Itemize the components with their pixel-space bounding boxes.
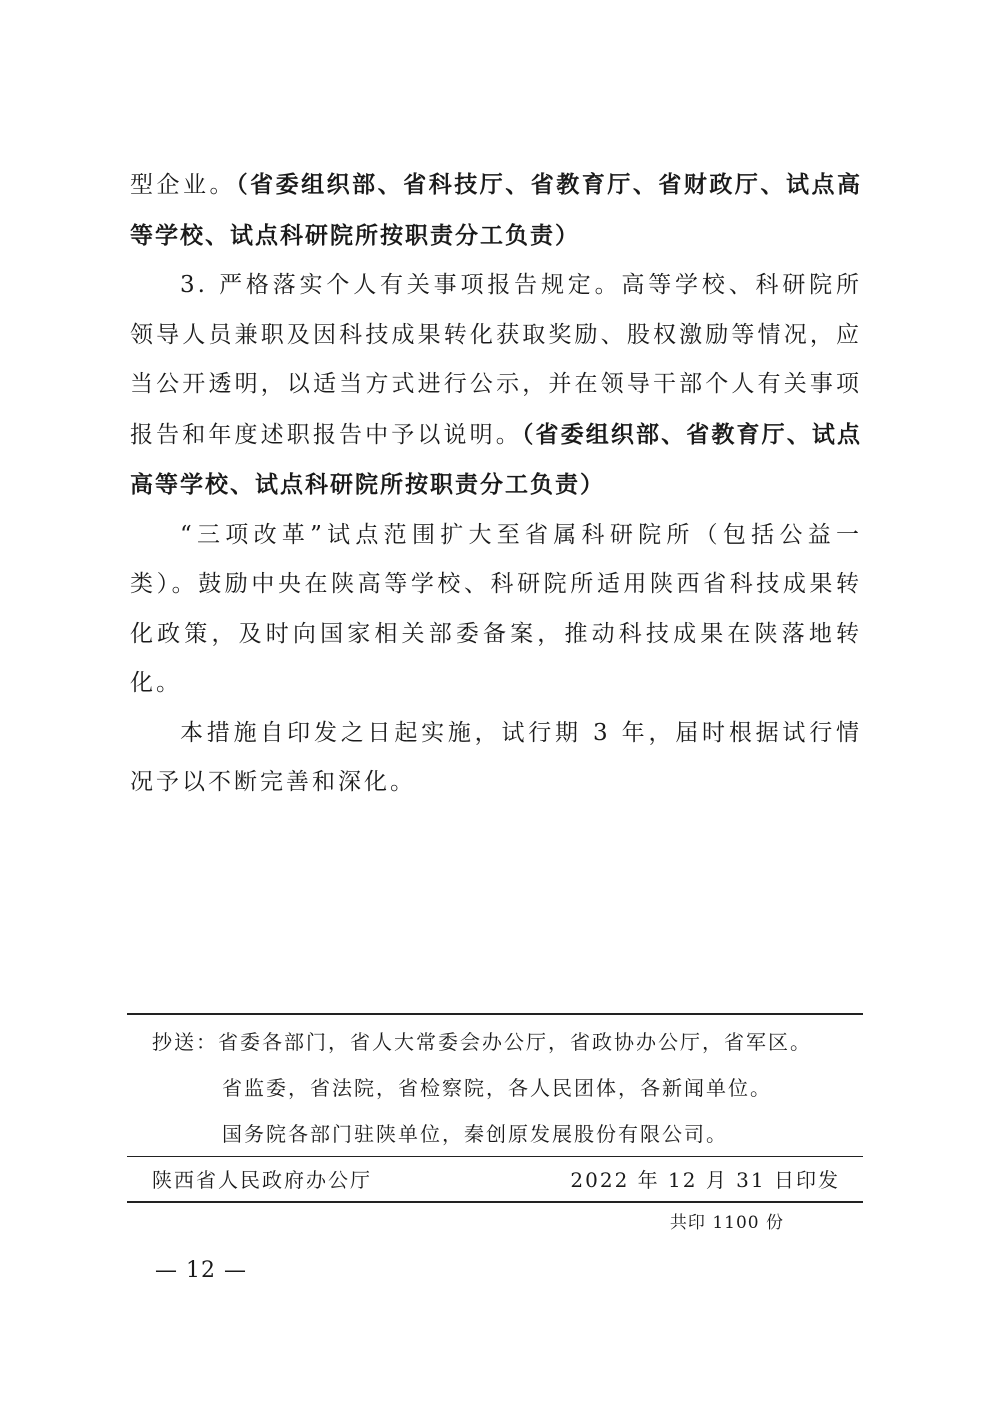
cc-list — [152, 1022, 862, 1160]
paragraph-2-text: 3. 严格落实个人有关事项报告规定。高等学校、科研院所领导人员兼职及因科技成果转化获取奖励、股权激励等情况，应当公开透明，以适当方式进行公示，并在领导干部个人有关事项报告和年度述职报告中予以说明。 — [130, 272, 862, 448]
cc-label: 抄送： — [152, 1030, 218, 1054]
paragraph-4 — [130, 709, 862, 808]
cc-line-3 — [152, 1114, 862, 1160]
cc-recipients-2: 省监委，省法院，省检察院，各人民团体，各新闻单位。 — [222, 1076, 772, 1100]
page-number: — 12 — — [155, 1258, 247, 1283]
cc-recipients-3: 国务院各部门驻陕单位，秦创原发展股份有限公司。 — [222, 1122, 728, 1146]
print-copies: 共印 1100 份 — [669, 1213, 784, 1233]
footer-bottom-rule — [127, 1201, 863, 1203]
footer-middle-rule — [127, 1156, 863, 1157]
issuing-office: 陕西省人民政府办公厅 — [152, 1168, 372, 1192]
paragraph-3 — [130, 511, 862, 709]
paragraph-1 — [130, 160, 862, 261]
paragraph-2 — [130, 261, 862, 511]
paragraph-1-text: 型企业。 — [130, 172, 237, 198]
footer-top-rule — [127, 1013, 863, 1015]
paragraph-3-text: “三项改革”试点范围扩大至省属科研院所（包括公益一类）。鼓励中央在陕高等学校、科研院所适用陕西省科技成果转化政策，及时向国家相关部委备案，推动科技成果在陕落地转化。 — [130, 521, 862, 696]
cc-line-1 — [152, 1022, 862, 1068]
paragraph-4-text: 本措施自印发之日起实施，试行期 3 年，届时根据试行情况予以不断完善和深化。 — [130, 719, 862, 795]
cc-recipients-1: 省委各部门，省人大常委会办公厅，省政协办公厅，省军区。 — [218, 1030, 812, 1054]
paragraph-2-note: （省委组织部、省教育厅、试点高等学校、试点科研院所按职责分工负责） — [130, 420, 862, 498]
cc-line-2 — [152, 1068, 862, 1114]
paragraph-1-note: （省委组织部、省科技厅、省教育厅、省财政厅、试点高等学校、试点科研院所按职责分工负责） — [130, 171, 863, 249]
document-body — [130, 160, 862, 808]
issue-date: 2022 年 12 月 31 日印发 — [570, 1168, 840, 1192]
